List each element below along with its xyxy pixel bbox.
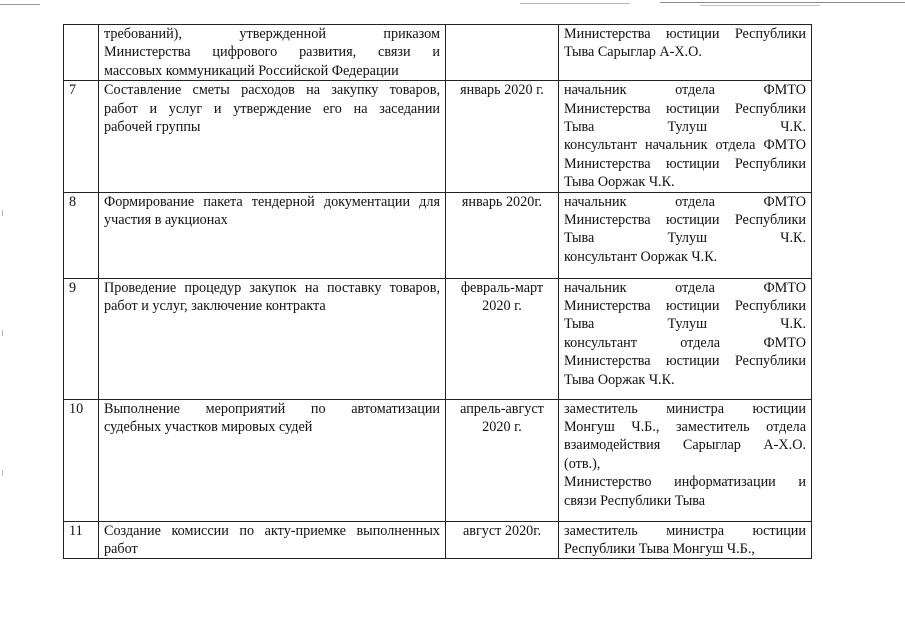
table-row — [64, 25, 812, 81]
row-number: 9 — [64, 278, 99, 399]
task-cell — [99, 399, 446, 521]
task-cell — [99, 521, 446, 559]
deadline-cell — [446, 81, 559, 192]
deadline-cell — [446, 521, 559, 559]
table-row — [64, 521, 812, 559]
responsible-cell — [559, 521, 812, 559]
cell-line: Монгуш Ч.Б., заместитель отдела — [564, 419, 806, 436]
responsible-cell — [559, 399, 812, 521]
cell-line: требований), утвержденной приказом — [104, 26, 440, 42]
plan-table-body — [64, 25, 812, 559]
cell-line: Формирование пакета тендерной документации для — [104, 193, 440, 210]
cell-line: Выполнение мероприятий по автоматизации — [104, 400, 440, 417]
scan-artifact-top — [0, 0, 905, 10]
cell-line: работ и услуг, заключение контракта — [104, 298, 326, 315]
cell-line: начальник отдела ФМТО — [564, 193, 806, 210]
responsible-cell — [559, 25, 812, 81]
cell-line: Тыва Ооржак Ч.К. — [564, 174, 675, 191]
responsible-cell — [559, 192, 812, 278]
cell-line: связи Республики Тыва — [564, 492, 706, 509]
cell-line: 2020 г. — [482, 298, 522, 315]
cell-line: Тыва Сарыглар А-Х.О. — [564, 44, 702, 61]
cell-line: Тыва Тулуш Ч.К. — [564, 119, 806, 136]
row-number: 8 — [64, 192, 99, 278]
deadline-cell — [446, 192, 559, 278]
cell-line: август 2020г. — [462, 522, 542, 539]
cell-line: Министерства юстиции Республики — [564, 26, 806, 42]
cell-line: заместитель министра юстиции — [564, 522, 806, 539]
row-number: 11 — [64, 521, 99, 559]
cell-line: январь 2020г. — [461, 193, 543, 210]
task-cell — [99, 81, 446, 192]
task-cell — [99, 278, 446, 399]
table-row — [64, 81, 812, 192]
cell-line: заместитель министра юстиции — [564, 400, 806, 417]
deadline-cell — [446, 399, 559, 521]
cell-line: консультант отдела ФМТО — [564, 334, 806, 351]
table-row — [64, 192, 812, 278]
cell-line: (отв.), — [564, 455, 601, 472]
cell-line: Тыва Ооржак Ч.К. — [564, 371, 675, 388]
cell-line: Создание комиссии по акту-приемке выполненных — [104, 522, 440, 539]
responsible-cell — [559, 81, 812, 192]
cell-line: массовых коммуникаций Российской Федерации — [104, 62, 399, 79]
cell-line: Министерства юстиции Республики — [564, 298, 806, 315]
cell-line: начальник отдела ФМТО — [564, 279, 806, 296]
cell-line: февраль-март — [460, 279, 544, 296]
table-row — [64, 399, 812, 521]
deadline-cell — [446, 25, 559, 81]
cell-line: работ и услуг и утверждение его на заседании — [104, 100, 440, 117]
cell-line: работ — [104, 541, 138, 558]
table-row — [64, 278, 812, 399]
cell-line: Республики Тыва Монгуш Ч.Б., — [564, 541, 755, 558]
task-cell — [99, 25, 446, 81]
cell-line: судебных участков мировых судей — [104, 419, 313, 436]
row-number — [64, 25, 99, 81]
cell-line: Министерства юстиции Республики — [564, 353, 806, 370]
cell-line: взаимодействия Сарыглар А-Х.О. — [564, 437, 806, 454]
cell-line: Проведение процедур закупок на поставку товаров, — [104, 279, 440, 296]
cell-line: Составление сметы расходов на закупку товаров, — [104, 82, 440, 99]
cell-line: участия в аукционах — [104, 212, 228, 229]
cell-line: консультант Ооржак Ч.К. — [564, 248, 718, 265]
deadline-cell — [446, 278, 559, 399]
cell-line: Тыва Тулуш Ч.К. — [564, 316, 806, 333]
cell-line: Министерства цифрового развития, связи и — [104, 44, 440, 61]
cell-line: 2020 г. — [482, 419, 522, 436]
cell-line: Тыва Тулуш Ч.К. — [564, 230, 806, 247]
plan-table — [63, 24, 812, 559]
cell-line: начальник отдела ФМТО — [564, 82, 806, 99]
cell-line: рабочей группы — [104, 119, 201, 136]
cell-line: Министерства юстиции Республики — [564, 155, 806, 172]
responsible-cell — [559, 278, 812, 399]
cell-line: январь 2020 г. — [460, 82, 544, 99]
cell-line: Министерство информатизации и — [564, 474, 806, 491]
cell-line: консультант начальник отдела ФМТО — [564, 137, 806, 154]
cell-line: Министерства юстиции Республики — [564, 212, 806, 229]
scan-artifact-left — [2, 0, 4, 639]
row-number: 7 — [64, 81, 99, 192]
row-number: 10 — [64, 399, 99, 521]
cell-line: Министерства юстиции Республики — [564, 100, 806, 117]
task-cell — [99, 192, 446, 278]
cell-line: апрель-август — [460, 400, 544, 417]
